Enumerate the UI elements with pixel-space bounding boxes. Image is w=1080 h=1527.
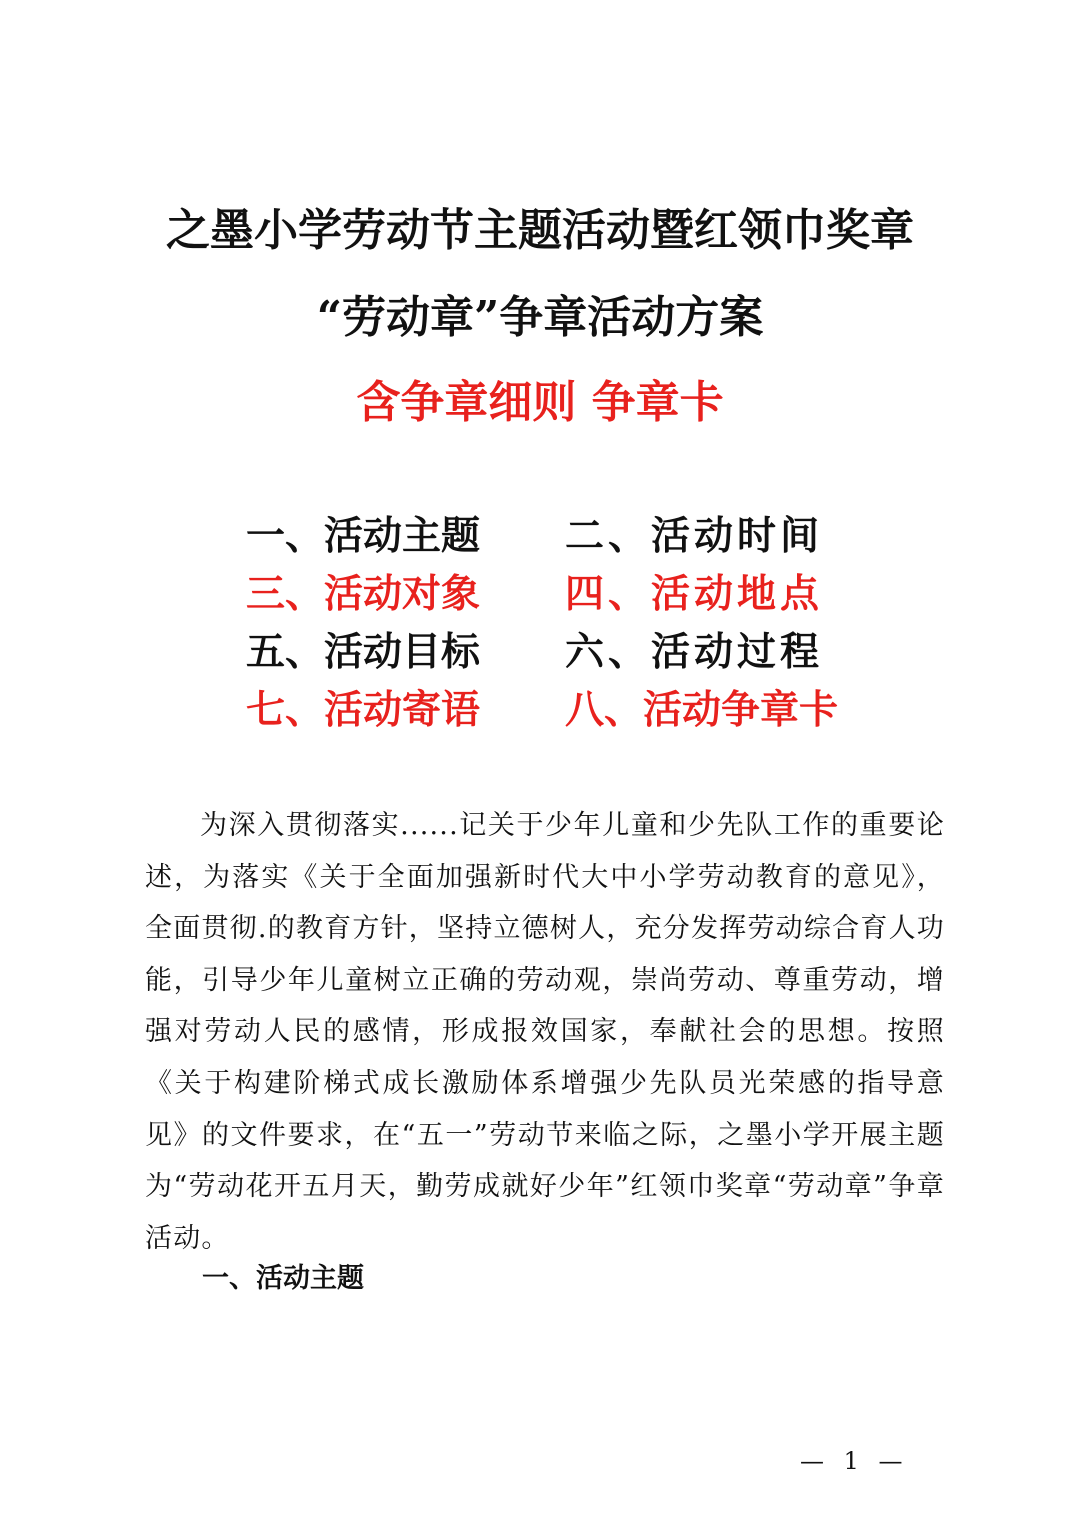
document-subtitle: 含争章细则 争章卡 bbox=[356, 377, 724, 428]
toc-item-activity-badge-card: 八、活动争章卡 bbox=[565, 687, 839, 733]
page-number: — 1 — bbox=[800, 1447, 909, 1475]
toc-row bbox=[0, 508, 1080, 564]
document-title-line-1: 之墨小学劳动节主题活动暨红领巾奖章 bbox=[166, 205, 914, 256]
toc-row bbox=[0, 682, 1080, 738]
toc-item-activity-location: 四、活动地点 bbox=[565, 571, 824, 617]
toc-item-activity-message: 七、活动寄语 bbox=[246, 687, 481, 733]
intro-paragraph: 为深入贯彻落实......记关于少年儿童和少先队工作的重要论述，为落实《关于全面加强新时代大中小学劳动教育的意见》，全面贯彻.的教育方针，坚持立德树人，充分发挥劳动综合育人功能，引导少年儿童树立正确的劳动观，崇尚劳动、尊重劳动，增强对劳动人民的感情，形成报效国家，奉献社会的思想。按照《关于构建阶梯式成长激励体系增强少先队员光荣感的指导意见》的文件要求，在“五一”劳动节来临之际，之墨小学开展主题为“劳动花开五月天，勤劳成就好少年”红领巾奖章“劳动章”争章活动。 bbox=[145, 810, 945, 1254]
toc-item-activity-time: 二、活动时间 bbox=[565, 513, 824, 559]
toc-item-activity-theme: 一、活动主题 bbox=[246, 513, 481, 559]
toc-item-activity-process: 六、活动过程 bbox=[565, 629, 824, 675]
section-heading: 一、活动主题 bbox=[202, 1263, 364, 1294]
toc-row bbox=[0, 566, 1080, 622]
document-title-line-2: “劳动章”争章活动方案 bbox=[316, 292, 764, 343]
toc-item-activity-goal: 五、活动目标 bbox=[246, 629, 481, 675]
toc-row bbox=[0, 624, 1080, 680]
toc-item-activity-target: 三、活动对象 bbox=[246, 571, 481, 617]
